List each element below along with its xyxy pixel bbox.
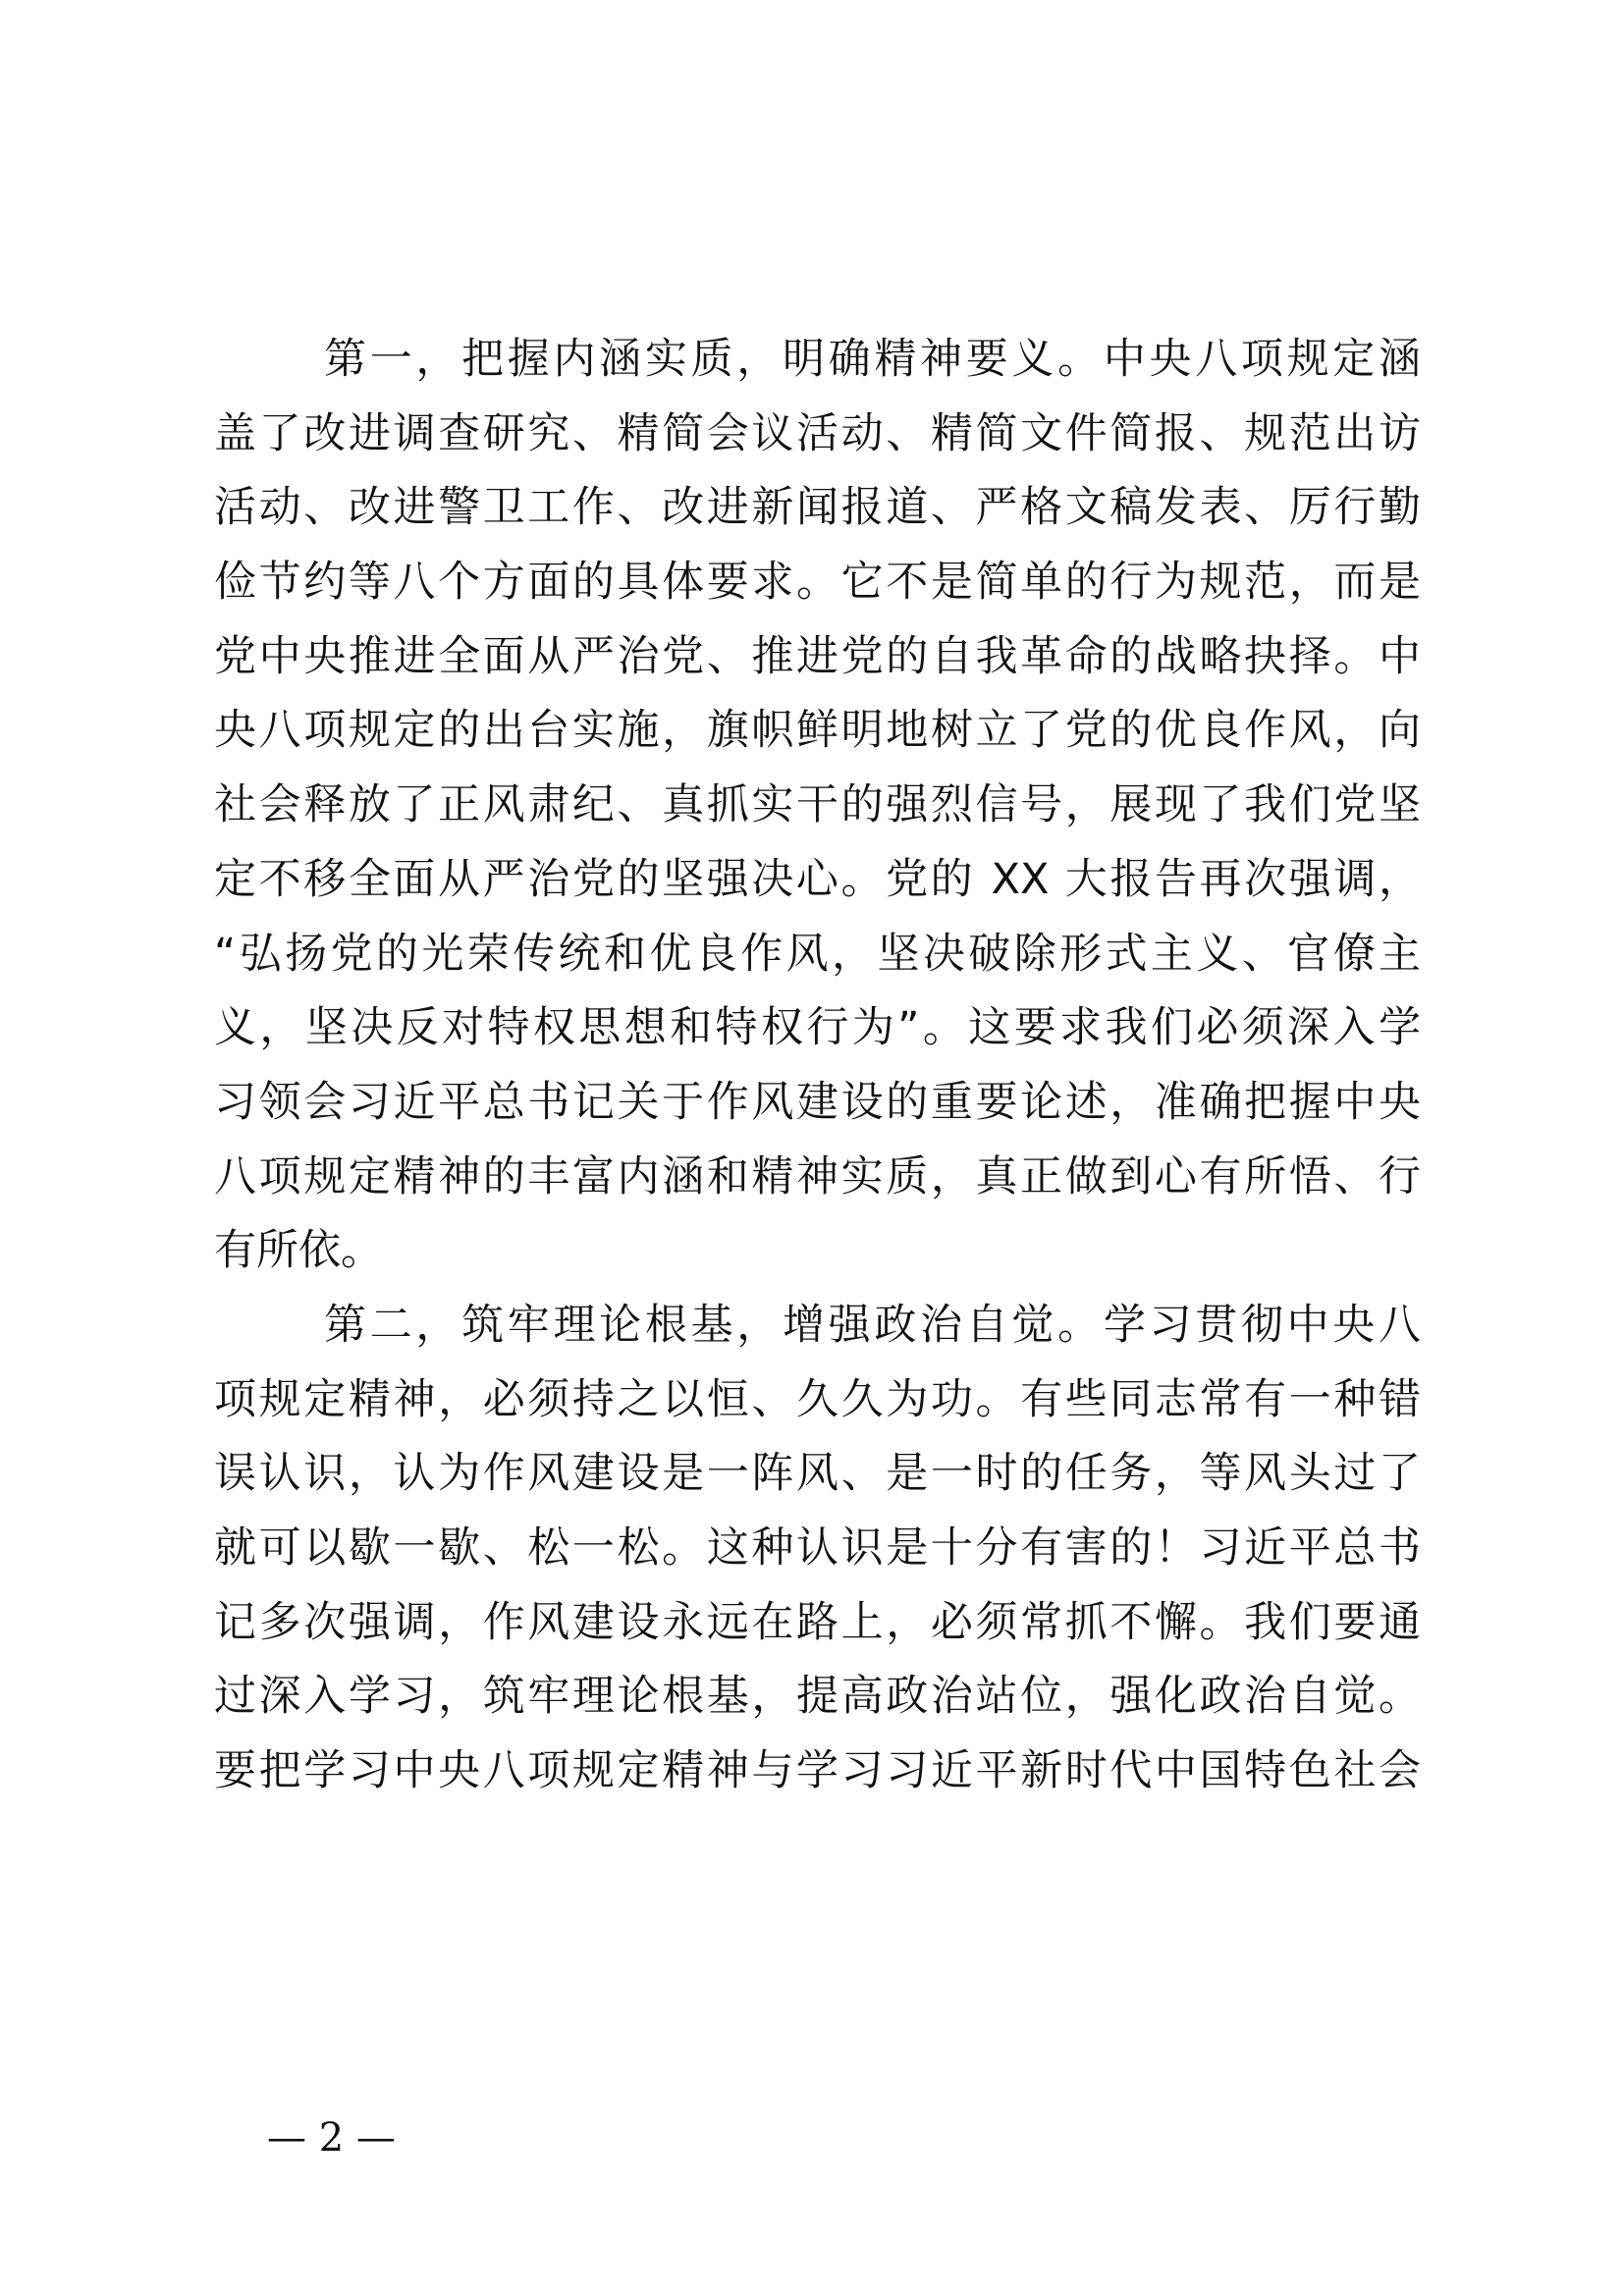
- text-line: 第一，把握内涵实质，明确精神要义。中央八项规定涵: [324, 335, 1421, 384]
- text-line: 俭节约等八个方面的具体要求。它不是简单的行为规范，而是: [214, 558, 1421, 608]
- text-line: 央八项规定的出台实施，旗帜鲜明地树立了党的优良作风，向: [214, 706, 1421, 756]
- text-line: “弘扬党的光荣传统和优良作风，坚决破除形式主义、官僚主: [214, 929, 1421, 979]
- text-line: 社会释放了正风肃纪、真抓实干的强烈信号，展现了我们党坚: [214, 780, 1421, 830]
- text-line: 要把学习中央八项规定精神与学习习近平新时代中国特色社会: [214, 1746, 1421, 1796]
- text-line: 第二，筑牢理论根基，增强政治自觉。学习贯彻中央八: [324, 1300, 1421, 1350]
- text-line: 八项规定精神的丰富内涵和精神实质，真正做到心有所悟、行: [214, 1151, 1421, 1201]
- text-line: 就可以歇一歇、松一松。这种认识是十分有害的！习近平总书: [214, 1523, 1421, 1573]
- text-line: 记多次强调，作风建设永远在路上，必须常抓不懈。我们要通: [214, 1597, 1421, 1647]
- text-line: 定不移全面从严治党的坚强决心。党的 XX 大报告再次强调，: [214, 854, 1421, 904]
- text-line: 活动、改进警卫工作、改进新闻报道、严格文稿发表、厉行勤: [214, 483, 1421, 533]
- text-line: 党中央推进全面从严治党、推进党的自我革命的战略抉择。中: [214, 631, 1421, 681]
- text-line: 过深入学习，筑牢理论根基，提高政治站位，强化政治自觉。: [214, 1672, 1421, 1722]
- text-line: 项规定精神，必须持之以恒、久久为功。有些同志常有一种错: [214, 1374, 1421, 1424]
- paragraph: [214, 323, 1421, 1289]
- text-line: 盖了改进调查研究、精简会议活动、精简文件简报、规范出访: [214, 408, 1421, 458]
- text-line: 习领会习近平总书记关于作风建设的重要论述，准确把握中央: [214, 1077, 1421, 1127]
- paragraph: [214, 1289, 1421, 1809]
- text-line: 义，坚决反对特权思想和特权行为”。这要求我们必须深入学: [214, 1003, 1421, 1053]
- body-text: [214, 323, 1421, 1809]
- page-number: — 2 —: [267, 2115, 396, 2161]
- text-line: 有所依。: [214, 1226, 383, 1276]
- text-line: 误认识，认为作风建设是一阵风、是一时的任务，等风头过了: [214, 1449, 1421, 1499]
